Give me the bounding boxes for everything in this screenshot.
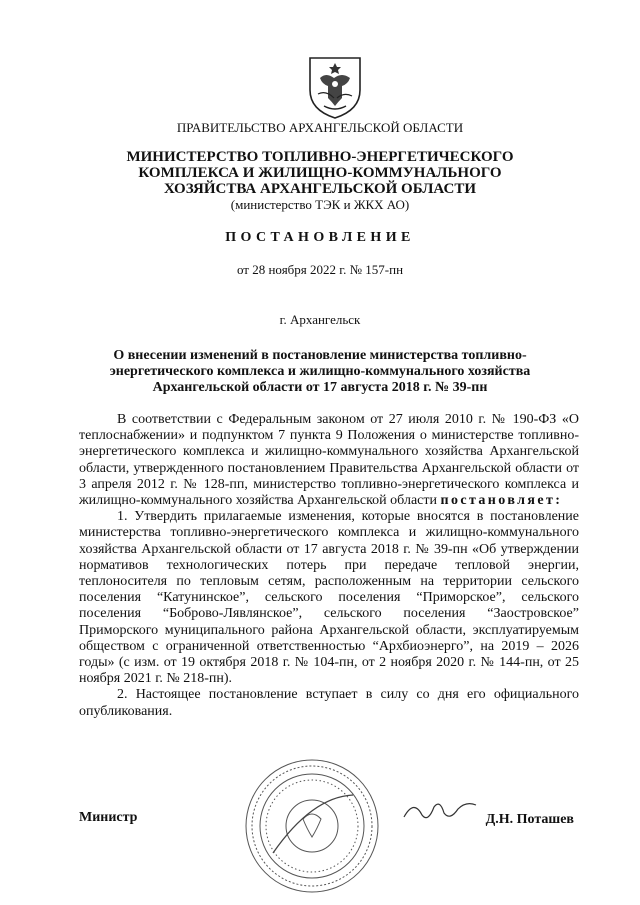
official-seal-stamp: [243, 757, 381, 895]
document-body: [79, 412, 579, 720]
ministry-line: КОМПЛЕКСА И ЖИЛИЩНО-КОММУНАЛЬНОГО: [138, 165, 502, 181]
handwritten-signature: [400, 795, 480, 825]
coat-of-arms-icon: [304, 54, 366, 120]
document-date-number: от 28 ноября 2022 г. № 157-пн: [236, 262, 404, 277]
subject-line: энергетического комплекса и жилищно-коммунального хозяйства: [109, 364, 531, 379]
signatory-title: Министр: [79, 810, 138, 825]
subject-line: О внесении изменений в постановление министерства топливно-: [113, 348, 527, 363]
document-city: г. Архангельск: [279, 312, 361, 327]
government-name: ПРАВИТЕЛЬСТВО АРХАНГЕЛЬСКОЙ ОБЛАСТИ: [176, 120, 464, 135]
item-1-paragraph: 1. Утвердить прилагаемые изменения, которые вносятся в постановление министерства топливно-энергетического комплекса и жилищно-коммунального хозяйства Архангельской области от 17 августа 2018 г. № 39-пн «Об утверждении нормативов технологических потерь при передаче тепловой энергии, теплоносителя по тепловым сетям, расположенным на территории сельского поселения “Катунинское”, сельского поселения “Приморское”, сельского поселения “Боброво-Лявлянское”, сельского поселения “Заостровское” Приморского муниципального района Архангельской области, эксплуатируемым обществом с ограниченной ответственностью “Архбиоэнерго”, на 2019 – 2026 годы» (с изм. от 19 октября 2018 г. № 104-пн, от 2 ноября 2020 г. № 144-пн, от 25 ноября 2021 г. № 218-пн).: [79, 509, 579, 687]
resolves-colon: :: [555, 493, 563, 509]
resolves-keyword: постановляет: [440, 493, 556, 509]
document-type: ПОСТАНОВЛЕНИЕ: [225, 230, 415, 245]
subject-line: Архангельской области от 17 августа 2018 г. № 39-пн: [152, 380, 488, 395]
ministry-name: [0, 149, 640, 213]
item-2-paragraph: 2. Настоящее постановление вступает в силу со дня его официального опубликования.: [79, 687, 579, 719]
ministry-abbreviation: (министерство ТЭК и ЖКХ АО): [230, 197, 410, 212]
ministry-line: ХОЗЯЙСТВА АРХАНГЕЛЬСКОЙ ОБЛАСТИ: [163, 181, 477, 197]
preamble-paragraph: [79, 412, 579, 509]
signatory-name: Д.Н. Поташев: [485, 812, 574, 827]
document-subject: [0, 348, 640, 396]
preamble-text: В соответствии с Федеральным законом от 27 июля 2010 г. № 190-ФЗ «О теплоснабжении» и подпунктом 7 пункта 9 Положения о министерстве топливно-энергетического комплекса и жилищно-коммунального хозяйства Архангельской области, утвержденного постановлением Правительства Архангельской области от 3 апреля 2012 г. № 128-пп, министерство топливно-энергетического комплекса и жилищно-коммунального хозяйства Архангельской области: [79, 412, 579, 509]
ministry-line: МИНИСТЕРСТВО ТОПЛИВНО-ЭНЕРГЕТИЧЕСКОГО: [126, 149, 514, 165]
